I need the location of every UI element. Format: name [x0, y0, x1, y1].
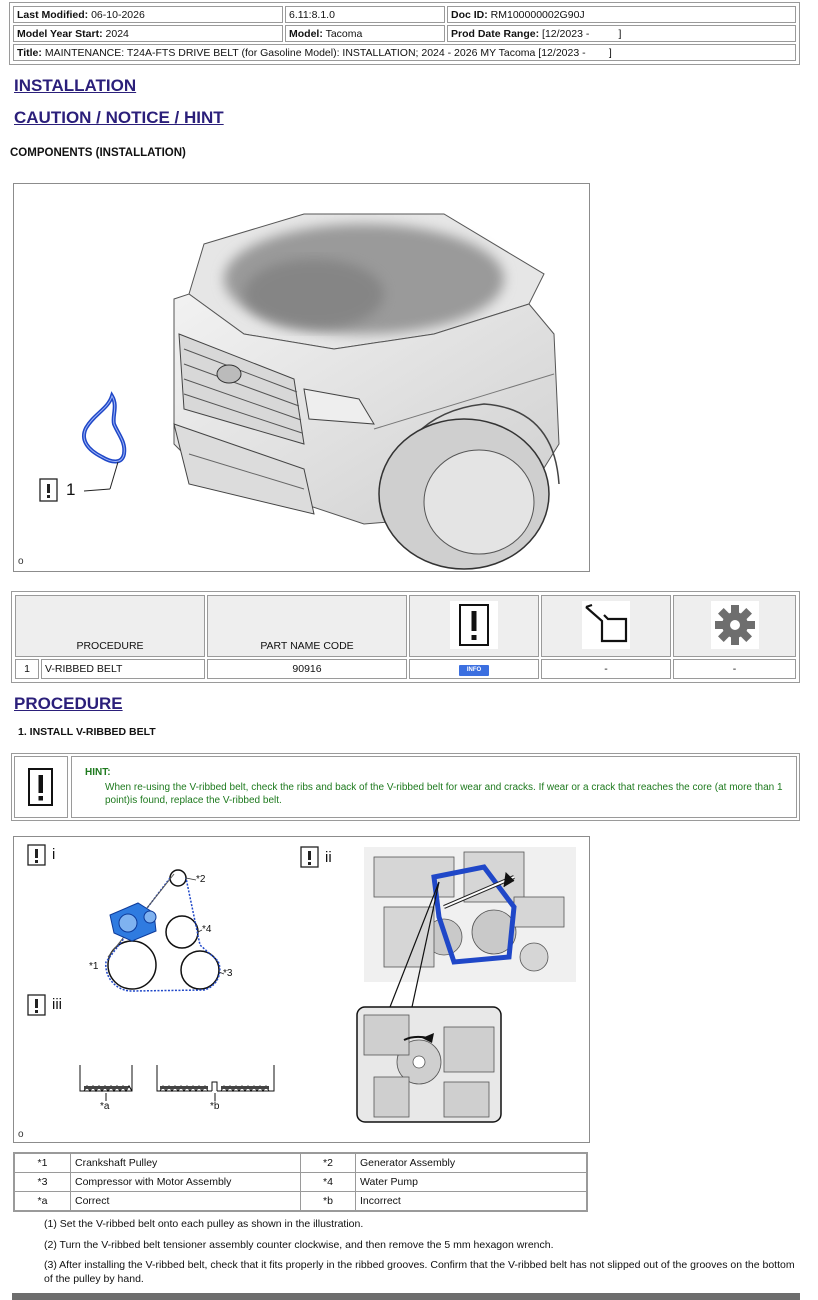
step1-heading: 1. INSTALL V-RIBBED BELT [18, 726, 156, 738]
info-button[interactable]: INFO [459, 665, 489, 676]
callout-4: *4 [202, 924, 212, 935]
col-lubricant [541, 595, 671, 657]
table-row [15, 1173, 587, 1192]
part-code: 90916 [207, 659, 407, 679]
hint-content [71, 756, 797, 818]
installation-link[interactable]: INSTALLATION [14, 76, 137, 95]
title-cell: Title: MAINTENANCE: T24A-FTS DRIVE BELT (for Gasoline Model): INSTALLATION; 2024 - 2026 MY Tacoma [12/2023 - ] [13, 44, 796, 61]
components-heading: COMPONENTS (INSTALLATION) [10, 147, 186, 159]
figure2-o-mark: o [18, 1129, 24, 1140]
document-header [9, 2, 800, 65]
hint-icon-cell [14, 756, 68, 818]
legend-table [13, 1152, 588, 1212]
step-3-text: (3) After installing the V-ribbed belt, check that it fits properly in the ribbed grooves. Confirm that the V-ribbed belt has not slipped out of the grooves on the bottom of the pulley by hand. [44, 1259, 795, 1285]
col-procedure: PROCEDURE [15, 595, 205, 657]
caution-icon [28, 845, 45, 865]
belt-routing-diagram [14, 837, 589, 1142]
table-row [15, 659, 796, 679]
legend-value: Incorrect [356, 1192, 587, 1211]
caution-icon [15, 757, 67, 819]
hint-box [11, 753, 800, 821]
oil-can-icon [582, 601, 630, 649]
version-cell: 6.11:8.1.0 [285, 6, 445, 23]
caution-icon [301, 847, 318, 867]
belt-installation-illustration [13, 836, 590, 1143]
hint-label: HINT: [85, 767, 111, 778]
callout-a: *a [100, 1101, 110, 1112]
legend-value: Water Pump [356, 1173, 587, 1192]
doc-id-cell: Doc ID: RM100000002G90J [447, 6, 796, 23]
legend-key: *2 [301, 1154, 356, 1173]
col-caution [409, 595, 539, 657]
section-ii-label: ii [325, 849, 332, 866]
part-name: V-RIBBED BELT [41, 659, 205, 679]
legend-key: *1 [15, 1154, 71, 1173]
legend-key: *b [301, 1192, 356, 1211]
procedure-link[interactable]: PROCEDURE [14, 694, 123, 713]
legend-value: Correct [71, 1192, 301, 1211]
model-cell: Model: Tacoma [285, 25, 445, 42]
section-iii-label: iii [52, 996, 62, 1013]
components-illustration [13, 183, 590, 572]
legend-key: *3 [15, 1173, 71, 1192]
step-2-text: (2) Turn the V-ribbed belt tensioner assembly counter clockwise, and then remove the 5 mm hexagon wrench. [44, 1239, 554, 1251]
sst-value: - [673, 659, 796, 679]
hint-text: When re-using the V-ribbed belt, check the ribs and back of the V-ribbed belt for wear and cracks. If wear or a crack that reaches the core (at more than 1 point)is found, replace the V-ribbed belt. [105, 782, 783, 806]
legend-key: *4 [301, 1173, 356, 1192]
parts-table [11, 591, 800, 683]
legend-value: Compressor with Motor Assembly [71, 1173, 301, 1192]
last-modified-cell: Last Modified: 06-10-2026 [13, 6, 283, 23]
prod-date-cell: Prod Date Range: [12/2023 - ] [447, 25, 796, 42]
table-row [15, 1192, 587, 1211]
caution-icon [450, 601, 498, 649]
vehicle-front-illustration [14, 184, 589, 571]
figure1-o-mark: o [18, 556, 24, 567]
gear-icon [711, 601, 759, 649]
caution-icon [28, 995, 45, 1015]
col-sst [673, 595, 796, 657]
caution-notice-hint-link[interactable]: CAUTION / NOTICE / HINT [14, 108, 224, 127]
footer-bar [12, 1293, 800, 1300]
legend-key: *a [15, 1192, 71, 1211]
callout-2: *2 [196, 874, 206, 885]
lubricant-value: - [541, 659, 671, 679]
callout-3: *3 [223, 968, 233, 979]
section-i-label: i [52, 846, 56, 863]
model-year-cell: Model Year Start: 2024 [13, 25, 283, 42]
legend-value: Crankshaft Pulley [71, 1154, 301, 1173]
figure1-callout: 1 [66, 480, 76, 499]
callout-b: *b [210, 1101, 220, 1112]
step-1-text: (1) Set the V-ribbed belt onto each pulley as shown in the illustration. [44, 1218, 364, 1230]
legend-value: Generator Assembly [356, 1154, 587, 1173]
col-part-name-code: PART NAME CODE [207, 595, 407, 657]
info-cell [409, 659, 539, 679]
row-number: 1 [15, 659, 39, 679]
table-row [15, 1154, 587, 1173]
callout-1: *1 [89, 961, 99, 972]
